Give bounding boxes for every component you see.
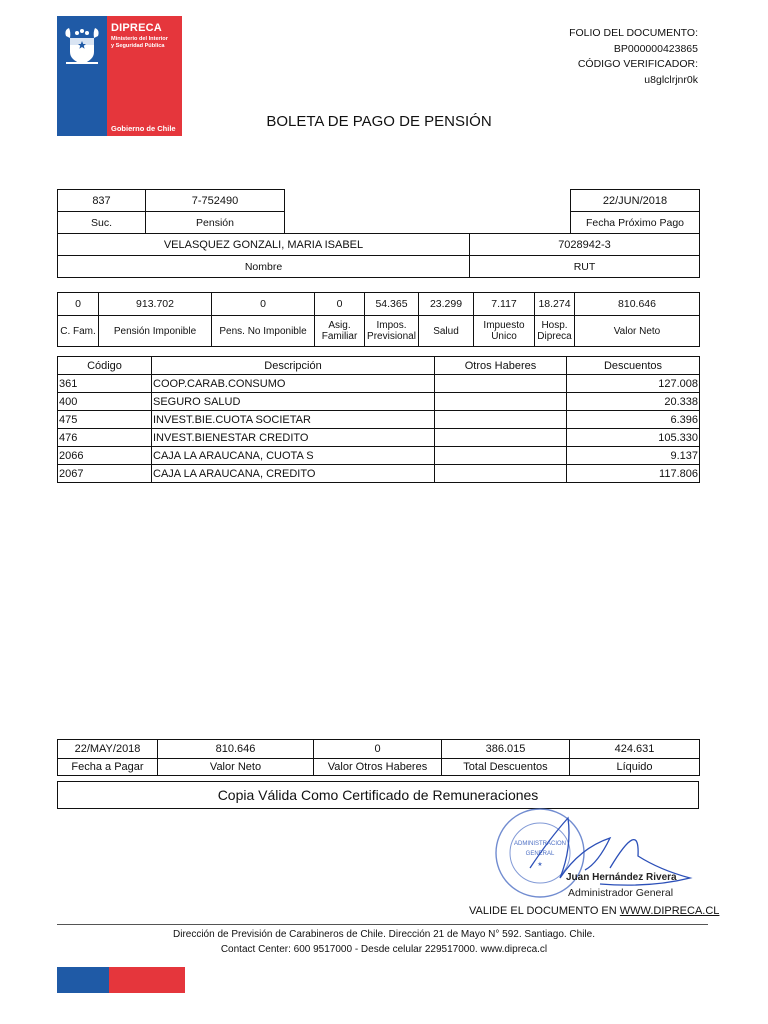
next-payment-date: 22/JUN/2018: [571, 190, 700, 212]
totals-label: Total Descuentos: [442, 759, 570, 776]
column-header: Código: [58, 357, 152, 375]
row-description: COOP.CARAB.CONSUMO: [152, 375, 435, 393]
column-header: Otros Haberes: [435, 357, 567, 375]
validate-document-line: [469, 905, 719, 917]
totals-label: Fecha a Pagar: [58, 759, 158, 776]
summary-label: Impuesto Único: [474, 316, 535, 347]
validate-text: VALIDE EL DOCUMENTO EN: [469, 905, 617, 917]
folio-value: BP000000423865: [613, 42, 698, 55]
row-code: 400: [58, 393, 152, 411]
summary-value: 18.274: [535, 293, 575, 316]
signer-role: Administrador General: [568, 887, 674, 899]
footer-divider: [57, 924, 708, 925]
footer: [0, 927, 768, 957]
blank-cell: [285, 212, 470, 234]
summary-label: Asig. Familiar: [315, 316, 365, 347]
summary-value: 0: [212, 293, 315, 316]
footer-address: Dirección de Previsión de Carabineros de Chile. Dirección 21 de Mayo N° 592. Santiago. Chile.: [173, 929, 595, 940]
row-deduction: 9.137: [567, 447, 700, 465]
summary-label: Pens. No Imponible: [212, 316, 315, 347]
blank-cell: [470, 212, 571, 234]
row-other-income: [435, 393, 567, 411]
summary-value: 23.299: [419, 293, 474, 316]
pension-label: Pensión: [146, 212, 285, 234]
summary-label: Pensión Imponible: [99, 316, 212, 347]
net-pay: 424.631: [570, 740, 700, 759]
row-description: INVEST.BIE.CUOTA SOCIETAR: [152, 411, 435, 429]
totals-label: Valor Neto: [158, 759, 314, 776]
payment-date: 22/MAY/2018: [58, 740, 158, 759]
row-other-income: [435, 375, 567, 393]
svg-text:★: ★: [537, 862, 543, 868]
summary-label: C. Fam.: [58, 316, 99, 347]
summary-value: 7.117: [474, 293, 535, 316]
row-other-income: [435, 447, 567, 465]
total-deductions: 386.015: [442, 740, 570, 759]
row-deduction: 20.338: [567, 393, 700, 411]
folio-label: FOLIO DEL DOCUMENTO:: [569, 27, 698, 39]
certificate-note: Copia Válida Como Certificado de Remuneraciones: [57, 781, 699, 809]
table-row: [58, 465, 700, 483]
next-payment-label: Fecha Próximo Pago: [571, 212, 700, 234]
row-code: 361: [58, 375, 152, 393]
column-header: Descuentos: [567, 357, 700, 375]
rut-label: RUT: [470, 256, 700, 278]
row-deduction: 6.396: [567, 411, 700, 429]
net-value: 810.646: [158, 740, 314, 759]
column-header: Descripción: [152, 357, 435, 375]
blank-cell: [285, 190, 470, 212]
summary-value: 0: [315, 293, 365, 316]
logo-gobierno: Gobierno de Chile: [111, 124, 176, 133]
document-folio-block: [569, 26, 698, 88]
row-code: 475: [58, 411, 152, 429]
payment-totals-table: [57, 739, 700, 776]
row-description: INVEST.BIENESTAR CREDITO: [152, 429, 435, 447]
totals-label: Líquido: [570, 759, 700, 776]
flag-blue: [57, 967, 109, 993]
row-description: SEGURO SALUD: [152, 393, 435, 411]
document-title: BOLETA DE PAGO DE PENSIÓN: [266, 113, 492, 130]
beneficiary-table: [57, 189, 700, 278]
table-row: [58, 429, 700, 447]
row-deduction: 117.806: [567, 465, 700, 483]
other-income-value: 0: [314, 740, 442, 759]
verifier-code-value: u8glclrjnr0k: [644, 73, 698, 86]
deductions-table: [57, 356, 700, 483]
summary-label: Hosp. Dipreca: [535, 316, 575, 347]
pension-value: 7-752490: [146, 190, 285, 212]
totals-label: Valor Otros Haberes: [314, 759, 442, 776]
flag-red: [109, 967, 185, 993]
svg-text:GENERAL: GENERAL: [525, 851, 555, 857]
row-other-income: [435, 411, 567, 429]
verifier-code-label: CÓDIGO VERIFICADOR:: [577, 58, 698, 70]
sucursal-label: Suc.: [58, 212, 146, 234]
dipreca-link[interactable]: WWW.DIPRECA.CL: [619, 905, 720, 917]
logo-ministry-line2: y Seguridad Pública: [111, 43, 165, 49]
row-deduction: 105.330: [567, 429, 700, 447]
summary-label: Impos. Previsional: [365, 316, 419, 347]
pension-summary-table: [57, 292, 700, 347]
table-row: [58, 447, 700, 465]
summary-label: Salud: [419, 316, 474, 347]
beneficiary-rut: 7028942-3: [470, 234, 700, 256]
table-row: [58, 411, 700, 429]
table-row: [58, 393, 700, 411]
row-code: 2067: [58, 465, 152, 483]
name-label: Nombre: [58, 256, 470, 278]
summary-value: 0: [58, 293, 99, 316]
row-other-income: [435, 429, 567, 447]
beneficiary-name: VELASQUEZ GONZALI, MARIA ISABEL: [58, 234, 470, 256]
summary-value: 54.365: [365, 293, 419, 316]
row-other-income: [435, 465, 567, 483]
blank-cell: [470, 190, 571, 212]
summary-label: Valor Neto: [575, 316, 700, 347]
logo-ministry-line1: Ministerio del Interior: [111, 36, 168, 42]
table-row: [58, 375, 700, 393]
summary-value: 810.646: [575, 293, 700, 316]
logo-brand: DIPRECA: [111, 22, 162, 34]
signer-name: Juan Hernández Rivera: [566, 872, 677, 883]
row-description: CAJA LA ARAUCANA, CUOTA S: [152, 447, 435, 465]
flag-stripe: [57, 967, 185, 993]
summary-value: 913.702: [99, 293, 212, 316]
svg-text:ADMINISTRACION: ADMINISTRACION: [513, 841, 567, 847]
row-description: CAJA LA ARAUCANA, CREDITO: [152, 465, 435, 483]
logo-ministry: [111, 36, 181, 50]
row-deduction: 127.008: [567, 375, 700, 393]
footer-contact: Contact Center: 600 9517000 - Desde celular 229517000. www.dipreca.cl: [220, 944, 548, 955]
coat-of-arms-icon: [62, 24, 102, 66]
row-code: 2066: [58, 447, 152, 465]
row-code: 476: [58, 429, 152, 447]
sucursal-value: 837: [58, 190, 146, 212]
